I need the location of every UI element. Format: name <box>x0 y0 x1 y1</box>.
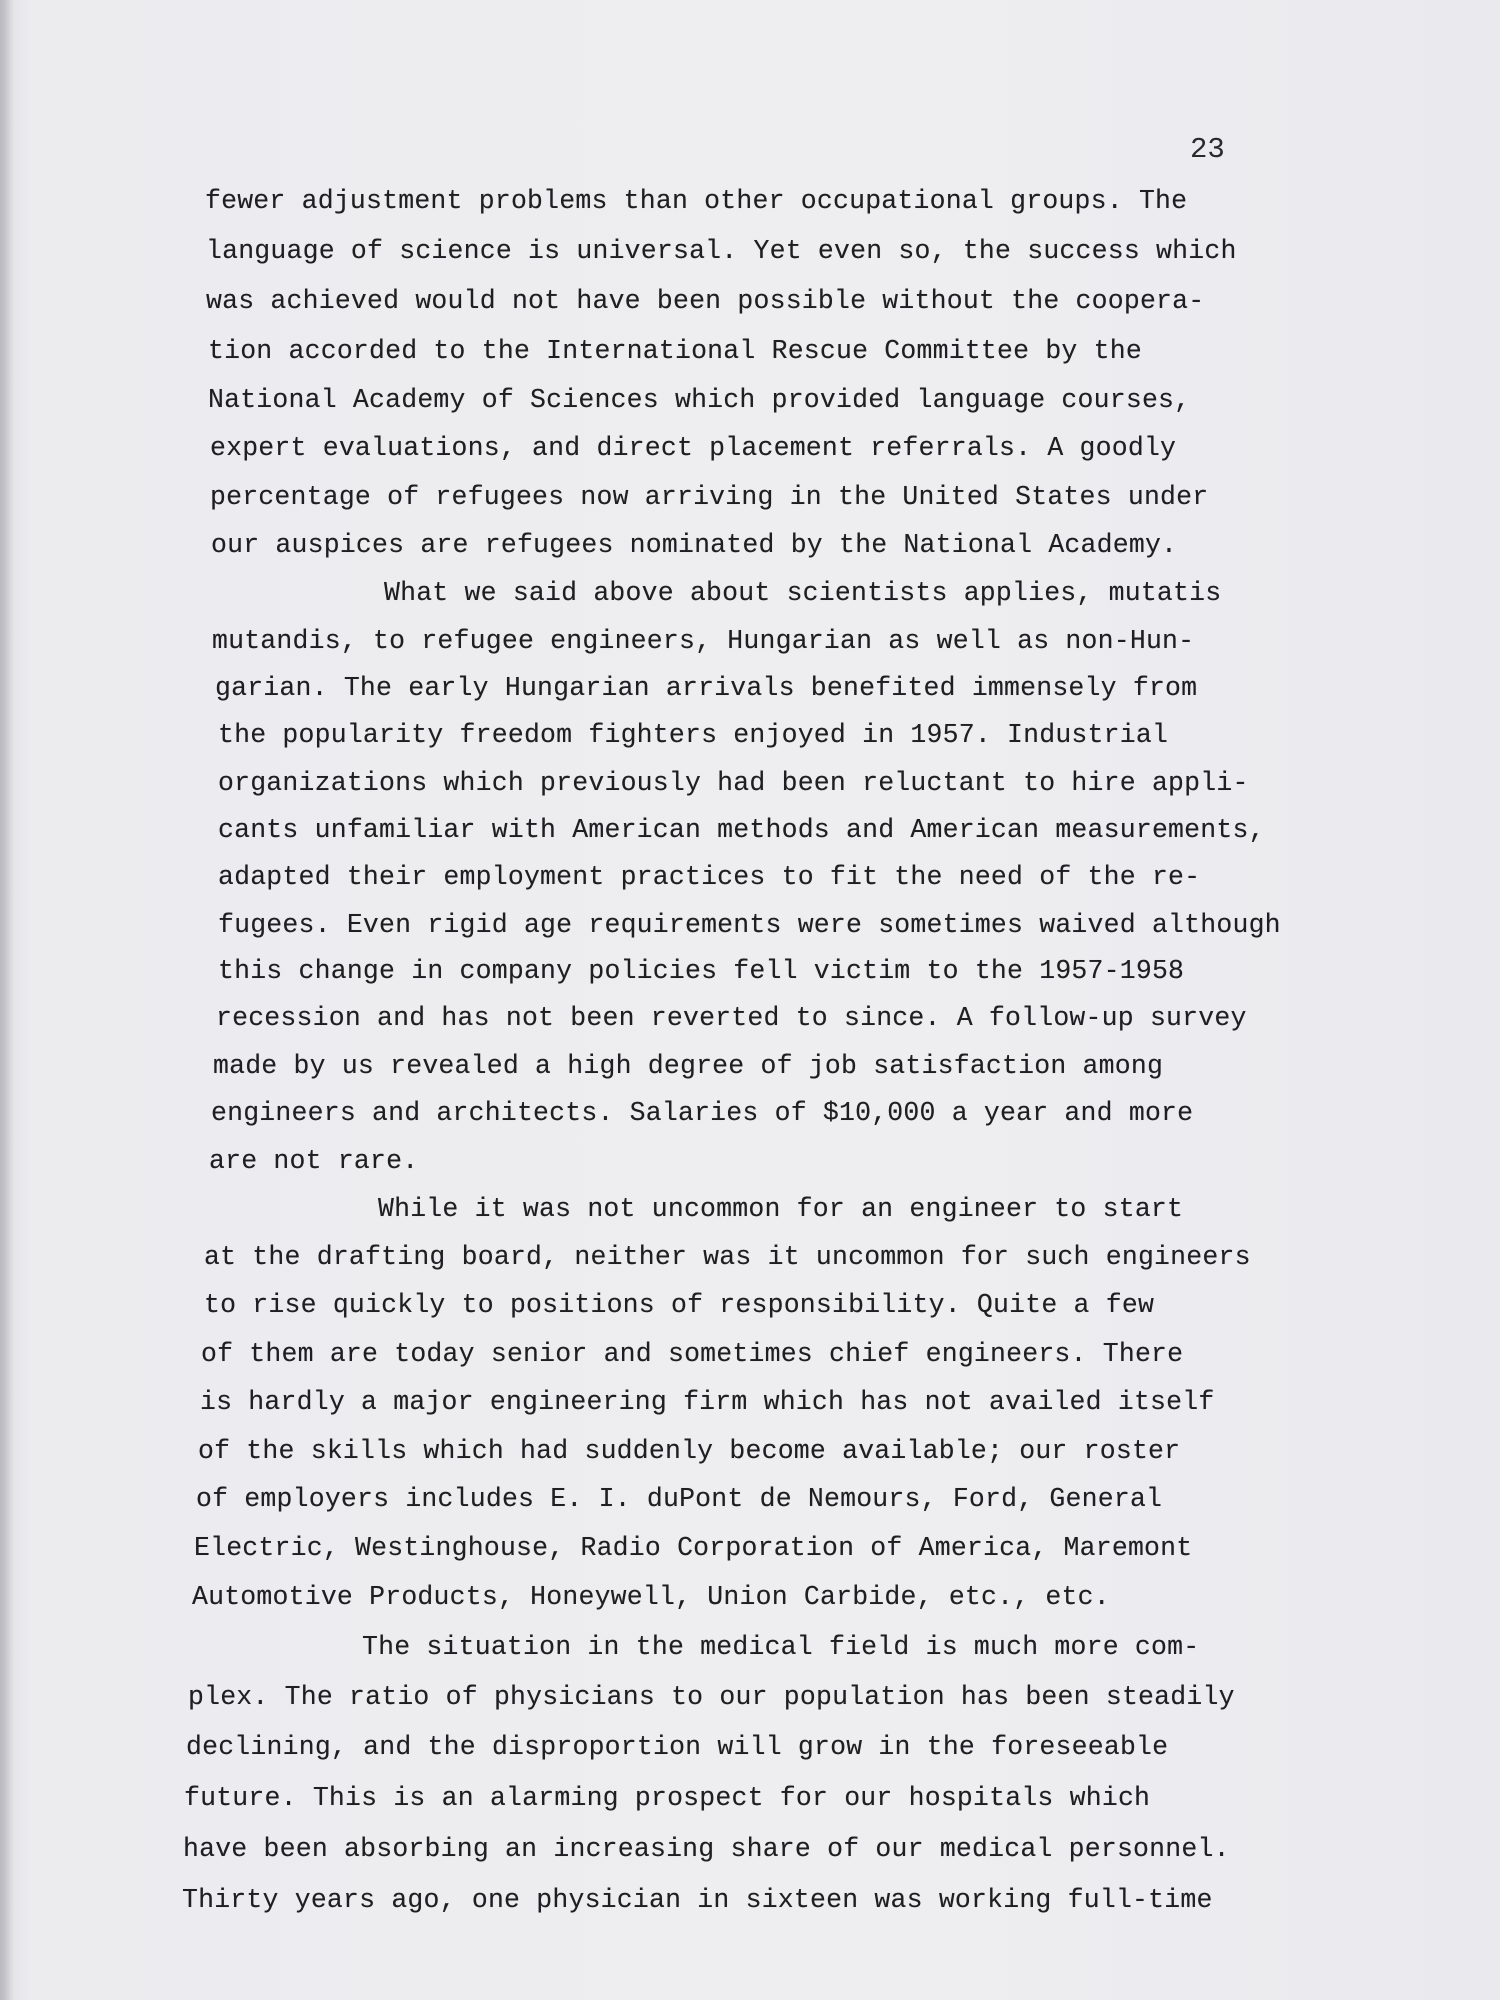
text-line: garian. The early Hungarian arrivals benefited immensely from <box>215 673 1198 703</box>
text-line: our auspices are refugees nominated by the National Academy. <box>211 530 1178 560</box>
text-line: recession and has not been reverted to since. A follow-up survey <box>216 1003 1247 1033</box>
text-line: Automotive Products, Honeywell, Union Carbide, etc., etc. <box>192 1582 1110 1612</box>
text-line: Thirty years ago, one physician in sixteen was working full-time <box>182 1885 1213 1915</box>
text-line: is hardly a major engineering firm which has not availed itself <box>200 1387 1215 1417</box>
text-line: of them are today senior and sometimes chief engineers. There <box>201 1339 1184 1369</box>
text-line: adapted their employment practices to fit the need of the re- <box>218 862 1201 892</box>
text-line: language of science is universal. Yet even so, the success which <box>206 236 1237 266</box>
text-line: of employers includes E. I. duPont de Nemours, Ford, General <box>196 1484 1163 1514</box>
text-line: this change in company policies fell victim to the 1957-1958 <box>218 956 1185 986</box>
text-line: to rise quickly to positions of responsibility. Quite a few <box>204 1290 1155 1320</box>
text-line: of the skills which had suddenly become available; our roster <box>198 1436 1181 1466</box>
page-number: 23 <box>1190 133 1225 166</box>
text-line: declining, and the disproportion will grow in the foreseeable <box>186 1732 1169 1762</box>
text-line: are not rare. <box>209 1146 419 1176</box>
text-line: was achieved would not have been possible without the coopera- <box>206 286 1205 316</box>
text-line: future. This is an alarming prospect for our hospitals which <box>184 1783 1151 1813</box>
text-line: What we said above about scientists applies, mutatis <box>384 578 1222 608</box>
text-line: plex. The ratio of physicians to our population has been steadily <box>188 1682 1235 1712</box>
text-line: engineers and architects. Salaries of $10,000 a year and more <box>211 1098 1194 1128</box>
text-line: tion accorded to the International Rescue Committee by the <box>208 336 1142 366</box>
text-line: The situation in the medical field is much more com- <box>362 1632 1200 1662</box>
text-line: National Academy of Sciences which provided language courses, <box>208 385 1191 415</box>
text-line: fugees. Even rigid age requirements were sometimes waived although <box>218 910 1281 940</box>
text-line: at the drafting board, neither was it uncommon for such engineers <box>204 1242 1251 1272</box>
text-line: have been absorbing an increasing share of our medical personnel. <box>183 1834 1230 1864</box>
text-line: organizations which previously had been reluctant to hire appli- <box>218 768 1249 798</box>
text-line: Electric, Westinghouse, Radio Corporation of America, Maremont <box>194 1533 1193 1563</box>
text-line: fewer adjustment problems than other occupational groups. The <box>205 186 1188 216</box>
text-line: the popularity freedom fighters enjoyed in 1957. Industrial <box>218 720 1169 750</box>
text-line: While it was not uncommon for an engineer to start <box>378 1194 1184 1224</box>
text-line: expert evaluations, and direct placement referrals. A goodly <box>210 433 1177 463</box>
text-line: mutandis, to refugee engineers, Hungarian as well as non-Hun- <box>212 626 1195 656</box>
text-line: percentage of refugees now arriving in the United States under <box>210 482 1209 512</box>
text-line: cants unfamiliar with American methods and American measurements, <box>218 815 1265 845</box>
text-line: made by us revealed a high degree of job satisfaction among <box>213 1051 1164 1081</box>
